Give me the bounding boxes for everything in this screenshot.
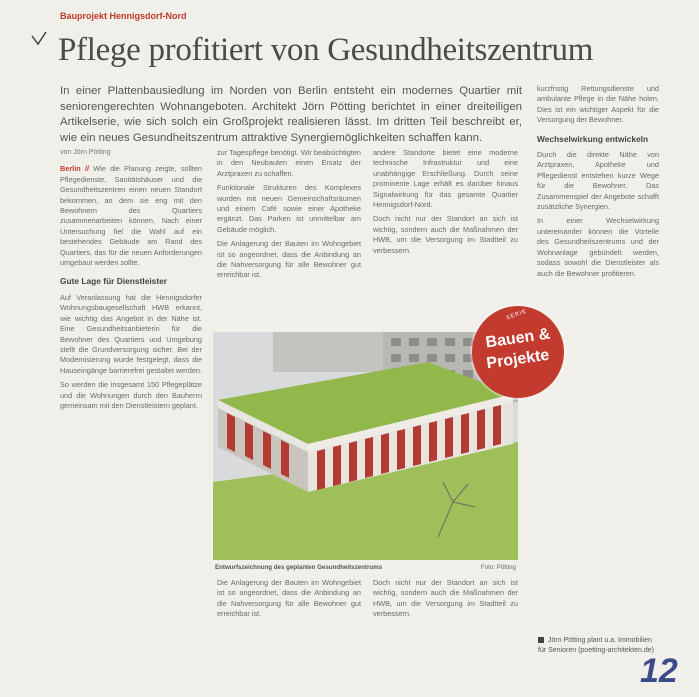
caption-text: Entwurfszeichnung des geplanten Gesundheitszentrums xyxy=(215,564,383,571)
column-4 xyxy=(537,84,659,283)
column-2-paragraph-1: zur Tagespflege benötigt. Wir beabsichtigten in den Neubauten einen Ersatz der Arztpraxen zu schaffen. xyxy=(217,148,361,178)
column-4-paragraph-3: In einer Wechselwirkung untereinander können die Vorteile des Gesundheitszentrums und der Wohnanlage gebündelt werden, sodass sowohl die Dienstleister als auch die Bewohner profitieren. xyxy=(537,216,659,278)
subhead-wechselwirkung: Wechselwirkung entwickeln xyxy=(537,133,649,144)
dateline: Berlin // xyxy=(60,164,89,174)
column-1-paragraph-1: Berlin // Wie die Planung zeigte, sollten Pflegedienste, Sanitätshäuser und die Gesundheitszentren einen neuen Standort bekommen, an dem sie eng mit den Bewohnern des Quartiers zusammenarbeiten können. Nach einer Untersuchung fiel die Wahl auf ein bestehendes Gebäude am Rand des Quartiers, das für die neuen Anforderungen umgebaut werden sollte. xyxy=(60,164,202,268)
article-headline: Pflege profitiert von Gesundheitszentrum xyxy=(58,32,594,68)
badge-ribbon: SERIE xyxy=(505,308,528,322)
column-1-paragraph-2: Auf Veranlassung hat die Hennigsdorfer Wohnungsbaugesellschaft HWB erkannt, wie wichtig das Angebot in der Nähe ist. Eine Gesundheitsanbieterin für die Bewohner des Quartiers und Umgebung stellt die Grundversorgung sicher. Bei der Modernisierung wurde festgelegt, dass die Hauseingänge barrierefrei gestaltet werden. xyxy=(60,292,202,375)
badge-line-1: Bauen & xyxy=(484,325,552,352)
column-3-paragraph-1: andere Standorte bietet eine moderne technische Infrastruktur und eine unabhängige Erschließung. Durch seine prominente Lage erhält es darüber hinaus Signalwirkung für das gesamte Quartier Hennigsdorf-Nord. xyxy=(373,148,518,210)
column-2 xyxy=(217,148,361,285)
column-3-bottom xyxy=(373,578,518,624)
column-2-paragraph-3: Die Anlagerung der Bauten im Wohngebiet ist so angeordnet, dass die Anbindung an die Nahversorgung für alle Bewohner gut erreichbar ist. xyxy=(217,239,361,280)
column-2-bottom xyxy=(217,578,361,624)
article-lede: In einer Plattenbausiedlung im Norden von Berlin entsteht ein modernes Quartier mit seniorengerechten Wohnangeboten. Architekt Jörn Pötting berichtet in einer dreiteiligen Artikelserie, wie sich solch ein Großprojekt realisieren lässt. Im dritten Teil beschreibt er, wie ein neues Gesundheitszentrum attraktive Synergiemöglichkeiten schaffen kann. xyxy=(60,85,522,144)
column-4-paragraph-2: Durch die direkte Nähe von Arztpraxen, Apotheke und Pflegedienst entstehen kurze Wege für die Bewohner. Das Zusammenspiel der Angebote schafft zusätzliche Synergien. xyxy=(537,150,659,212)
column-3 xyxy=(373,148,518,260)
column-2-paragraph-2: Funktionale Strukturen des Komplexes wurden mit neuen Gemeinschaftsräumen und einem Café sowie einer Apotheke ergänzt. Das Parken ist unmittelbar am Gebäude möglich. xyxy=(217,183,361,234)
section-badge xyxy=(472,306,564,398)
column-1 xyxy=(60,148,202,415)
page-number: 12 xyxy=(640,652,678,690)
article-kicker: Bauprojekt Hennigsdorf-Nord xyxy=(60,11,187,21)
badge-line-2: Projekte xyxy=(485,346,551,373)
byline: von Jörn Pötting xyxy=(60,149,111,156)
image-caption xyxy=(213,562,518,574)
column-3-paragraph-2: Doch nicht nur der Standort an sich ist wichtig, sondern auch die Maßnahmen der HWB, um die Versorgung im Stadtteil zu verbessern. xyxy=(373,214,518,255)
column-2-bottom-text: Die Anlagerung der Bauten im Wohngebiet ist so angeordnet, dass die Anbindung an die Nahversorgung für alle Bewohner gut erreichbar ist. xyxy=(217,578,361,619)
column-1-paragraph-3: So werden die insgesamt 150 Pflegeplätze und die Wohnungen durch den Bauherrn gemeinsam mit den Dienstleistern geplant. xyxy=(60,380,202,410)
author-note-text: Jörn Pötting plant u.a. Immobilien für Senioren (poetting-architekten.de) xyxy=(538,637,654,654)
column-4-paragraph-1: kurzfristig Rettungsdienste und ambulante Pflege in die Nähe holen. Dies ist ein wichtiger Aspekt für die Versorgung der Bewohner. xyxy=(537,84,659,125)
check-icon xyxy=(30,30,48,48)
author-square-icon xyxy=(538,637,544,643)
photo-credit: Foto: Pötting xyxy=(480,564,516,571)
subhead-gute-lage: Gute Lage für Dienstleister xyxy=(60,276,168,287)
column-3-bottom-text: Doch nicht nur der Standort an sich ist wichtig, sondern auch die Maßnahmen der HWB, um die Versorgung im Stadtteil zu verbessern. xyxy=(373,578,518,619)
